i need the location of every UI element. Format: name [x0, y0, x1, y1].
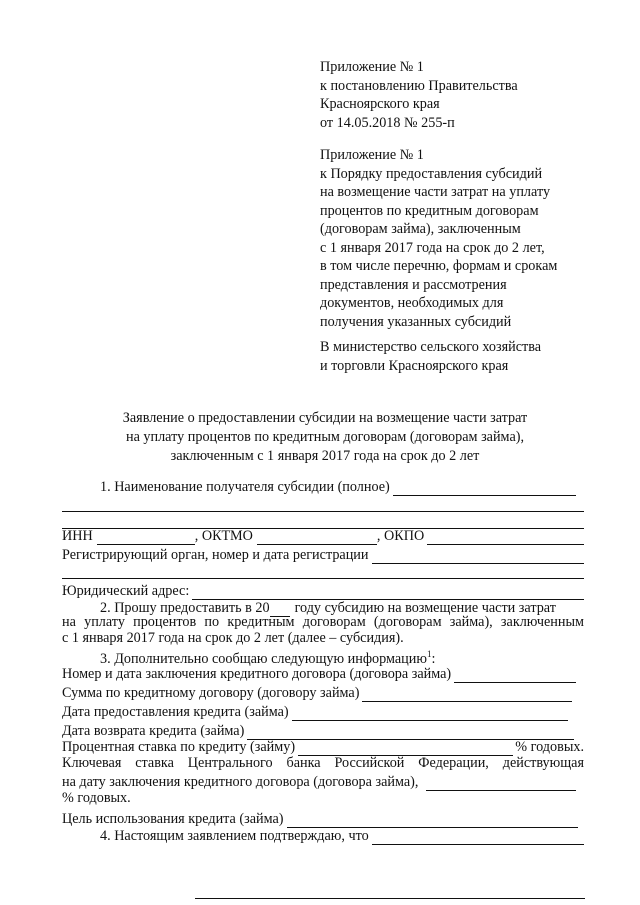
registration-field[interactable]	[372, 549, 585, 564]
appendix-procedure	[320, 146, 557, 331]
key-rate-row	[62, 772, 576, 791]
legal-address-label: Юридический адрес:	[62, 583, 190, 599]
interest-rate-row	[62, 737, 584, 756]
title-line: на уплату процентов по кредитным договорам (договорам займа),	[125, 429, 525, 445]
credit-date-row	[62, 702, 568, 721]
contract-sum-field[interactable]	[362, 687, 572, 702]
appendix-line: процентов по кредитным договорам	[320, 202, 539, 219]
title-line: Заявление о предоставлении субсидии на возмещение части затрат	[122, 410, 528, 426]
appendix-line: получения указанных субсидий	[320, 313, 512, 330]
registration-label: Регистрирующий орган, номер и дата регистрации	[62, 547, 369, 563]
registration-row	[62, 545, 584, 564]
item2-label-end: году субсидию на возмещение части затрат	[294, 600, 556, 616]
contract-sum-label: Сумма по кредитному договору (договору займа)	[62, 685, 360, 701]
addressee-line: В министерство сельского хозяйства	[320, 339, 542, 355]
appendix-line: к постановлению Правительства	[320, 77, 518, 94]
item2-line-3: с 1 января 2017 года на срок до 2 лет (далее – субсидия).	[62, 630, 404, 646]
contract-number-field[interactable]	[454, 668, 576, 683]
recipient-name-label: 1. Наименование получателя субсидии (полное)	[100, 479, 390, 495]
appendix-line: представления и рассмотрения	[320, 276, 507, 293]
inn-label: ИНН	[62, 528, 93, 544]
item2-label-start: 2. Прошу предоставить в 20	[100, 600, 270, 616]
item4-label: 4. Настоящим заявлением подтверждаю, что	[100, 828, 369, 844]
inn-field[interactable]	[97, 530, 195, 545]
recipient-name-row	[100, 477, 576, 496]
recipient-name-field[interactable]	[393, 481, 576, 496]
interest-rate-field[interactable]	[298, 741, 513, 756]
codes-row	[62, 526, 584, 545]
item3-label: 3. Дополнительно сообщаю следующую информацию	[100, 651, 427, 667]
key-rate-line-1: Ключевая ставка Центрального банка Российской Федерации, действующая	[62, 755, 584, 771]
return-date-label: Дата возврата кредита (займа)	[62, 723, 245, 739]
addressee-line: и торговли Красноярского края	[320, 357, 509, 374]
credit-date-label: Дата предоставления кредита (займа)	[62, 704, 289, 720]
contract-number-row	[62, 664, 576, 683]
footnote-marker: 1	[426, 649, 432, 659]
application-title	[60, 409, 590, 466]
title-line: заключенным с 1 января 2017 года на срок до 2 лет	[170, 448, 480, 464]
registration-field-continued[interactable]	[62, 578, 584, 579]
contract-sum-row	[62, 683, 572, 702]
oktmo-label: , ОКТМО	[194, 528, 253, 544]
appendix-line: в том числе перечню, формам и срокам	[320, 258, 558, 274]
appendix-line: Приложение № 1	[320, 147, 424, 163]
credit-date-field[interactable]	[292, 706, 568, 721]
key-rate-label: на дату заключения кредитного договора (договора займа),	[62, 774, 419, 790]
appendix-line: к Порядку предоставления субсидий	[320, 165, 543, 182]
appendix-line: (договорам займа), заключенным	[320, 221, 521, 237]
credit-purpose-label: Цель использования кредита (займа)	[62, 811, 284, 827]
contract-number-label: Номер и дата заключения кредитного договора (договора займа)	[62, 666, 452, 682]
percent-annual-label: % годовых.	[515, 739, 584, 755]
key-rate-line-3: % годовых.	[62, 790, 131, 806]
interest-rate-label: Процентная ставка по кредиту (займу)	[62, 739, 296, 755]
okpo-label: , ОКПО	[376, 528, 425, 544]
key-rate-field[interactable]	[426, 776, 576, 791]
item3-row: 3. Дополнительно сообщаю следующую информацию$^1$:	[100, 649, 436, 667]
appendix-line: документов, необходимых для	[320, 295, 504, 311]
appendix-line: Приложение № 1	[320, 59, 424, 75]
appendix-line: на возмещение части затрат на уплату	[320, 184, 551, 200]
okpo-field[interactable]	[427, 530, 584, 545]
item4-row	[100, 826, 584, 845]
item2-line-2: на уплату процентов по кредитным договорам (договорам займа), заключенным	[62, 614, 584, 630]
item4-field[interactable]	[372, 830, 584, 845]
recipient-name-field-continued[interactable]	[62, 511, 584, 512]
appendix-line: Красноярского края	[320, 96, 440, 112]
appendix-line: с 1 января 2017 года на срок до 2 лет,	[320, 239, 545, 256]
appendix-resolution	[320, 58, 518, 132]
appendix-line: от 14.05.2018 № 255-п	[320, 114, 455, 131]
page-bottom-rule	[195, 898, 585, 899]
addressee-ministry	[320, 338, 541, 375]
oktmo-field[interactable]	[257, 530, 377, 545]
